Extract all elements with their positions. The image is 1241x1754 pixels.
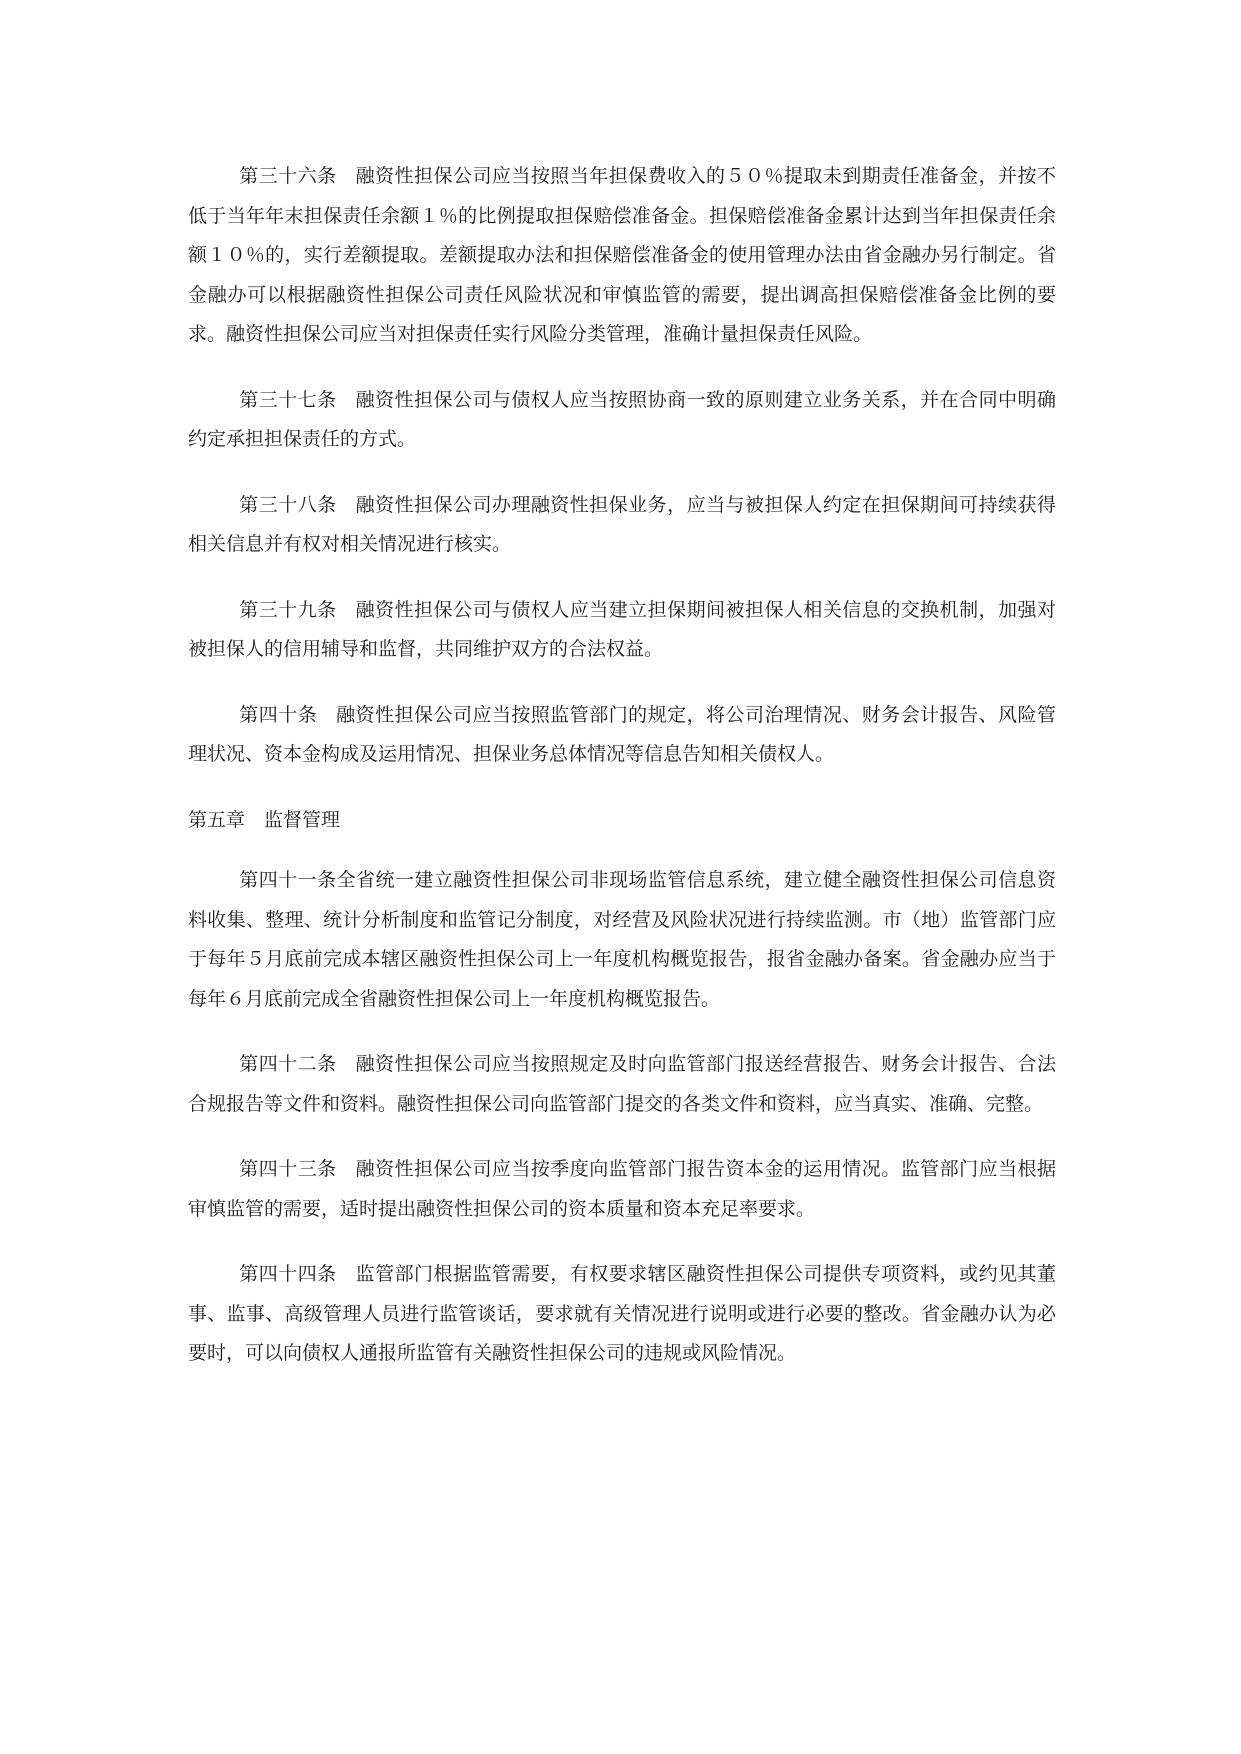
- article-text: 融资性担保公司应当按照规定及时向监管部门报送经营报告、财务会计报告、合法合规报告等文件和资料。融资性担保公司向监管部门提交的各类文件和资料，应当真实、准确、完整。: [188, 1053, 1056, 1115]
- article-text: 融资性担保公司应当按季度向监管部门报告资本金的运用情况。监管部门应当根据审慎监管的需要，适时提出融资性担保公司的资本质量和资本充足率要求。: [188, 1158, 1056, 1220]
- article-label: 第三十九条: [239, 598, 337, 621]
- article-text: 融资性担保公司与债权人应当按照协商一致的原则建立业务关系，并在合同中明确约定承担担保责任的方式。: [188, 388, 1056, 450]
- article-label: 第四十条: [239, 703, 318, 726]
- article-36: [188, 157, 1056, 355]
- article-text: 融资性担保公司办理融资性担保业务，应当与被担保人约定在担保期间可持续获得相关信息并有权对相关情况进行核实。: [188, 493, 1056, 555]
- article-37: [188, 381, 1056, 460]
- article-label: 第三十六条: [239, 165, 337, 187]
- article-39: [188, 591, 1056, 670]
- chapter-title: 监督管理: [264, 808, 341, 831]
- chapter-heading: [188, 801, 1056, 841]
- article-label: 第四十三条: [239, 1158, 337, 1180]
- article-label: 第四十四条: [239, 1263, 337, 1285]
- article-38: [188, 486, 1056, 565]
- article-label: 第三十七条: [239, 388, 337, 411]
- article-41: [188, 861, 1056, 1019]
- article-text: 第四十一条全省统一建立融资性担保公司非现场监管信息系统，建立健全融资性担保公司信息资料收集、整理、统计分析制度和监管记分制度，对经营及风险状况进行持续监测。市（地）监管部门应于每年５月底前完成本辖区融资性担保公司上一年度机构概览报告，报省金融办备案。省金融办应当于每年６月底前完成全省融资性担保公司上一年度机构概览报告。: [188, 869, 1056, 1010]
- chapter-label: 第五章: [188, 808, 246, 831]
- article-text: 融资性担保公司应当按照监管部门的规定，将公司治理情况、财务会计报告、风险管理状况、资本金构成及运用情况、担保业务总体情况等信息告知相关债权人。: [188, 703, 1056, 765]
- article-text: 融资性担保公司应当按照当年担保费收入的５０％提取未到期责任准备金，并按不低于当年年末担保责任余额１％的比例提取担保赔偿准备金。担保赔偿准备金累计达到当年担保责任余额１０％的，实行差额提取。差额提取办法和担保赔偿准备金的使用管理办法由省金融办另行制定。省金融办可以根据融资性担保公司责任风险状况和审慎监管的需要，提出调高担保赔偿准备金比例的要求。融资性担保公司应当对担保责任实行风险分类管理，准确计量担保责任风险。: [188, 165, 1056, 345]
- article-label: 第三十八条: [239, 493, 337, 516]
- article-label: 第四十二条: [239, 1053, 337, 1075]
- document-body: [188, 157, 1056, 1400]
- article-40: [188, 696, 1056, 775]
- article-43: [188, 1150, 1056, 1229]
- article-42: [188, 1045, 1056, 1124]
- article-44: [188, 1255, 1056, 1374]
- article-text: 监管部门根据监管需要，有权要求辖区融资性担保公司提供专项资料，或约见其董事、监事、高级管理人员进行监管谈话，要求就有关情况进行说明或进行必要的整改。省金融办认为必要时，可以向债权人通报所监管有关融资性担保公司的违规或风险情况。: [188, 1263, 1056, 1364]
- article-text: 融资性担保公司与债权人应当建立担保期间被担保人相关信息的交换机制，加强对被担保人的信用辅导和监督，共同维护双方的合法权益。: [188, 598, 1056, 660]
